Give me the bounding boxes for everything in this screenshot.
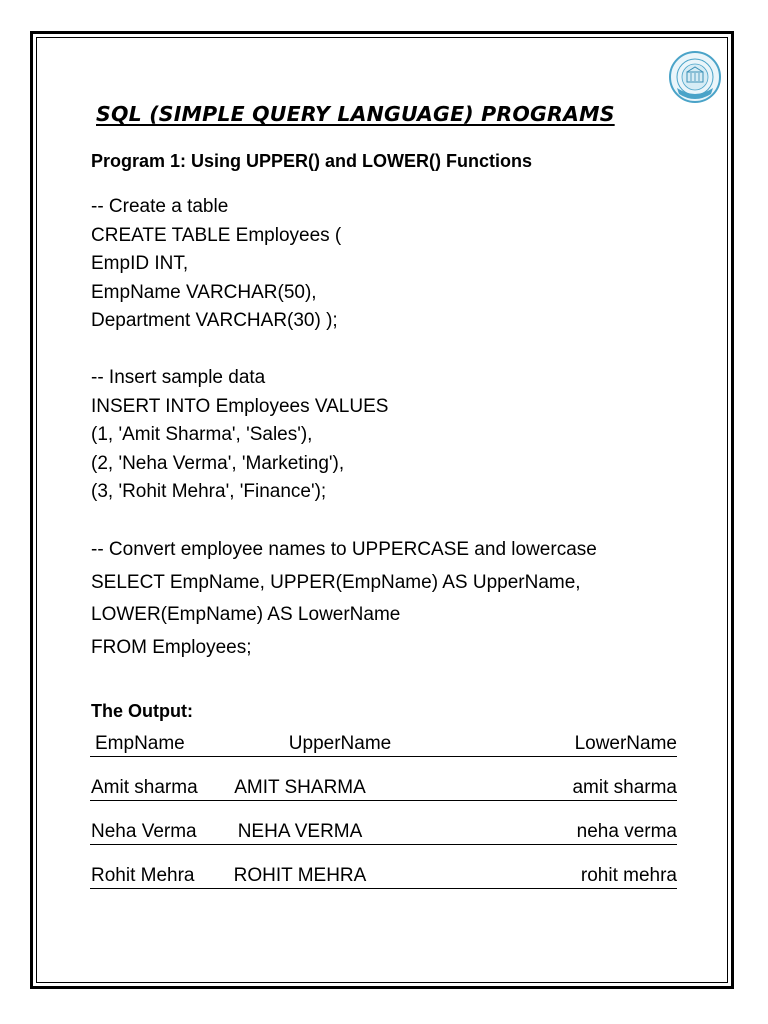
code-line: -- Convert employee names to UPPERCASE and lowercase [91,539,597,560]
code-line: FROM Employees; [91,636,252,658]
insert-data-code [91,364,388,507]
code-line: (2, 'Neha Verma', 'Marketing'), [91,452,345,474]
column-header: EmpName [95,733,185,754]
code-line: (3, 'Rohit Mehra', 'Finance'); [91,481,327,502]
code-line: -- Create a table [91,196,229,217]
table-header-row [90,730,677,757]
table-cell: ROHIT MEHRA [233,865,367,886]
table-row [90,774,677,801]
table-cell: rohit mehra [580,865,677,886]
table-cell: AMIT SHARMA [234,777,366,798]
program-heading: Program 1: Using UPPER() and LOWER() Functions [91,151,533,171]
cbse-logo-icon [668,50,722,104]
table-cell: amit sharma [572,777,677,798]
code-line: INSERT INTO Employees VALUES [91,395,389,417]
table-cell: Amit sharma [91,777,198,798]
table-row [90,862,677,889]
table-cell: Neha Verma [91,821,197,842]
code-line: CREATE TABLE Employees ( [91,224,342,246]
code-line: -- Insert sample data [91,367,266,388]
code-line: SELECT EmpName, UPPER(EmpName) AS UpperName, [91,571,581,593]
code-line: LOWER(EmpName) AS LowerName [91,604,401,625]
table-row [90,818,677,845]
output-heading: The Output: [91,701,193,721]
column-header: UpperName [288,733,392,754]
table-cell: neha verma [576,821,677,842]
table-cell: Rohit Mehra [91,865,195,886]
select-query-code [91,534,597,664]
output-table [90,730,677,889]
code-line: EmpName VARCHAR(50), [91,281,317,303]
column-header: LowerName [574,733,677,754]
code-line: Department VARCHAR(30) ); [91,310,338,331]
document-title: SQL (SIMPLE QUERY LANGUAGE) PROGRAMS [96,102,615,126]
code-line: EmpID INT, [91,253,189,274]
code-line: (1, 'Amit Sharma', 'Sales'), [91,424,313,445]
table-cell: NEHA VERMA [237,821,363,842]
create-table-code [91,193,341,336]
